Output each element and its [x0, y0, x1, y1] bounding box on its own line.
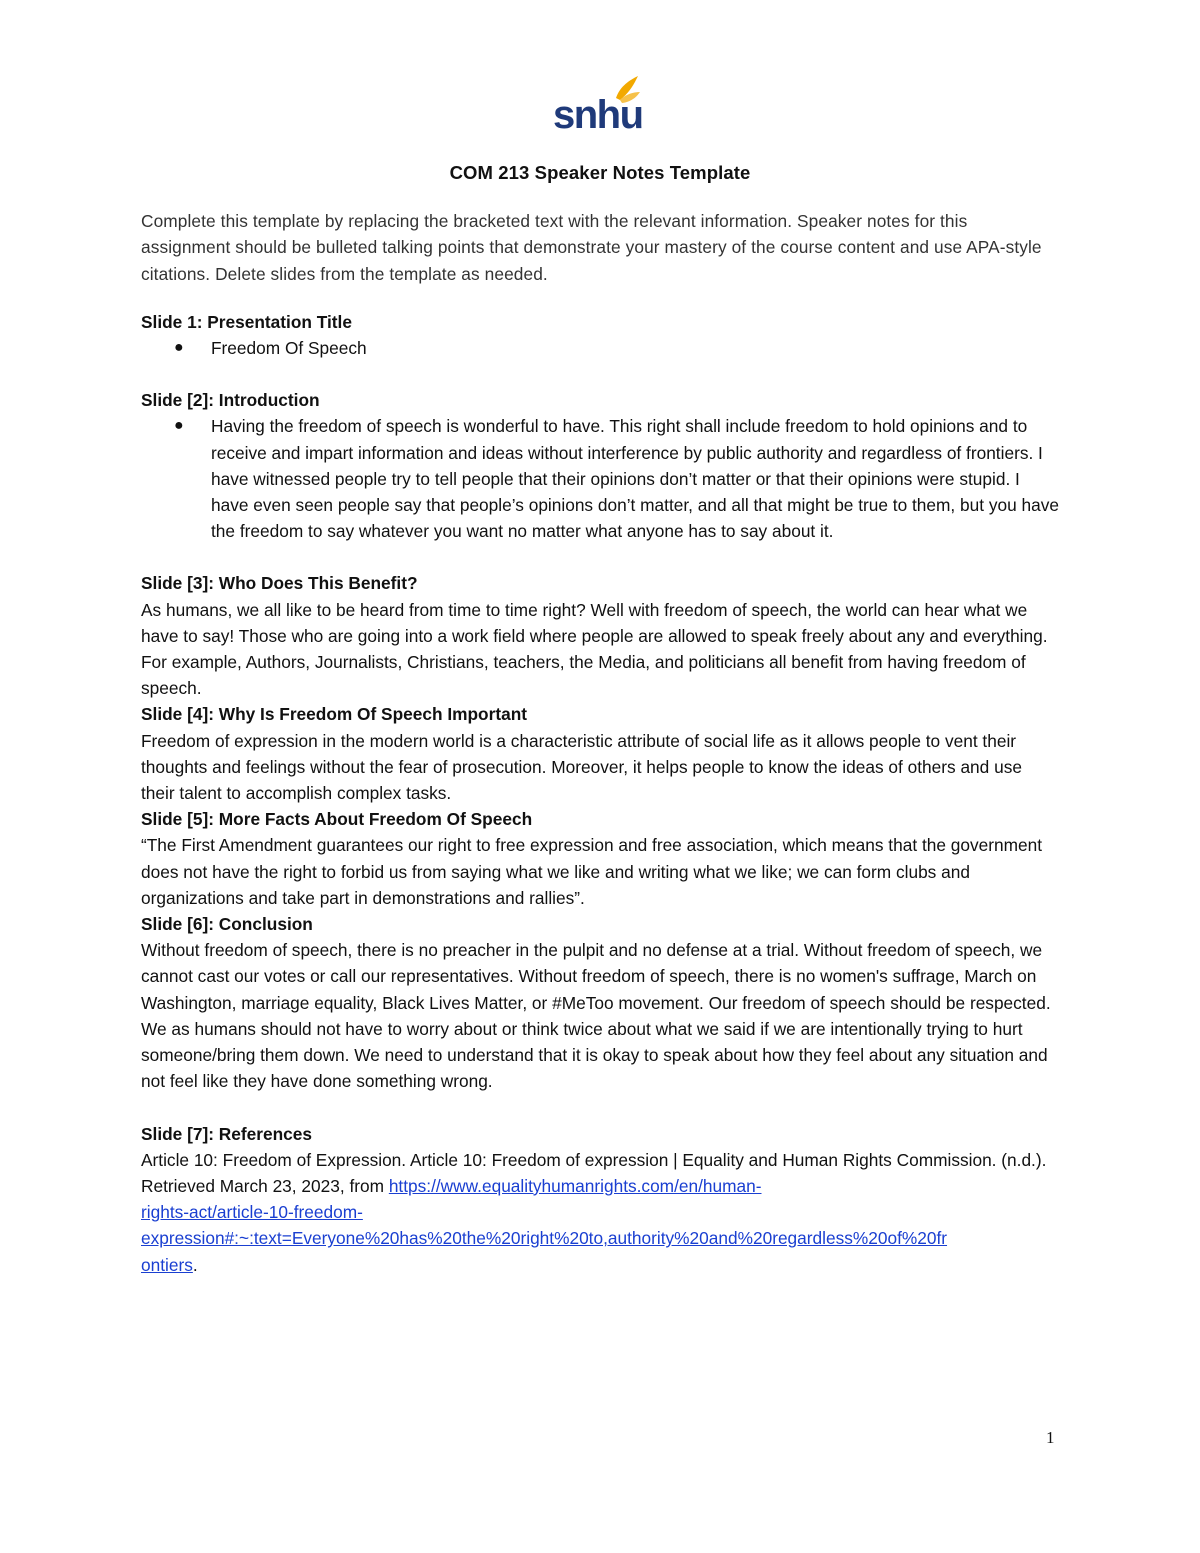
intro-paragraph: Complete this template by replacing the bracketed text with the relevant information. Speaker notes for this assignment should be bulleted talking points that demonstrate your mastery of the course content and use APA-style citations. Delete slides from the template as needed. [141, 211, 1042, 284]
slide-1-heading: Slide 1: Presentation Title [141, 311, 352, 332]
list-item: ● Freedom Of Speech [211, 335, 1059, 361]
slide-3-heading: Slide [3]: Who Does This Benefit? [141, 573, 418, 594]
slide-4-text: Freedom of expression in the modern world is a characteristic attribute of social life as it allows people to vent their thoughts and feelings without the fear of prosecution. Moreover, it helps people to know the ideas of others and use their talent to accomplish complex tasks. [141, 730, 1022, 804]
slide-1-bullets [141, 335, 1059, 361]
slide-5-text: “The First Amendment guarantees our right to free expression and free association, which means that the government does not have the right to forbid us from saying what we like and writing what we like; we can form clubs and organizations and take part in demonstrations and rallies”. [141, 835, 1043, 908]
document-body [141, 160, 1059, 1278]
reference-citation [141, 1147, 1059, 1278]
slide-7-heading: Slide [7]: References [141, 1123, 312, 1144]
bullet-icon: ● [174, 339, 184, 357]
bullet-icon: ● [174, 417, 184, 435]
slide-4-heading: Slide [4]: Why Is Freedom Of Speech Important [141, 704, 528, 725]
citation-end: . [192, 1254, 198, 1275]
page-title: COM 213 Speaker Notes Template [449, 162, 751, 183]
logo-wordmark: snhu [553, 93, 643, 134]
citation-text: Article 10: Freedom of Expression. Article 10: Freedom of expression | Equality and Human Rights Commission. (n.d.). Retrieved March 23, 2023, from [141, 1149, 1047, 1196]
list-item: ● Having the freedom of speech is wonderful to have. This right shall include freedom to hold opinions and to receive and impart information and ideas without interference by public authority and regardless of frontiers. I have witnessed people try to tell people that their opinions don’t matter or that their opinions were stupid. I have even seen people say that people’s opinions don’t matter, and all that might be true to them, but you have the freedom to say whatever you want no matter what anyone has to say about it. [211, 413, 1059, 544]
slide-6-heading: Slide [6]: Conclusion [141, 914, 313, 935]
slide-2-heading: Slide [2]: Introduction [141, 390, 320, 411]
slide-2-bullets [141, 413, 1059, 544]
slide-3-text: As humans, we all like to be heard from time to time right? Well with freedom of speech, the world can hear what we have to say! Those who are going into a work field where people are allowed to speak freely about any and everything. For example, Authors, Journalists, Christians, teachers, the Media, and politicians all benefit from having freedom of speech. [141, 599, 1048, 699]
reference-link[interactable]: https://www.equalityhumanrights.com/en/human- rights-act/article-10-freedom- expression#:~:text=Everyone%20has%20the%20right%20to,authority%20and%20regardless%20of%20fr ontiers [141, 1175, 948, 1275]
flame-leaf-icon [550, 72, 650, 134]
slide-6-text: Without freedom of speech, there is no preacher in the pulpit and no defense at a trial. Without freedom of speech, we cannot cast our votes or call our representatives. Without freedom of speech, there is no women's suffrage, March on Washington, marriage equality, Black Lives Matter, or #MeToo movement. Our freedom of speech should be respected. We as humans should not have to worry about or think twice about what we said if we are intentionally trying to hurt someone/bring them down. We need to understand that it is okay to speak about how they feel about any situation and not feel like they have done something wrong. [141, 940, 1051, 1092]
page-number: 1 [1046, 1428, 1055, 1447]
slide-5-heading: Slide [5]: More Facts About Freedom Of Speech [141, 809, 533, 830]
snhu-logo [550, 72, 650, 134]
